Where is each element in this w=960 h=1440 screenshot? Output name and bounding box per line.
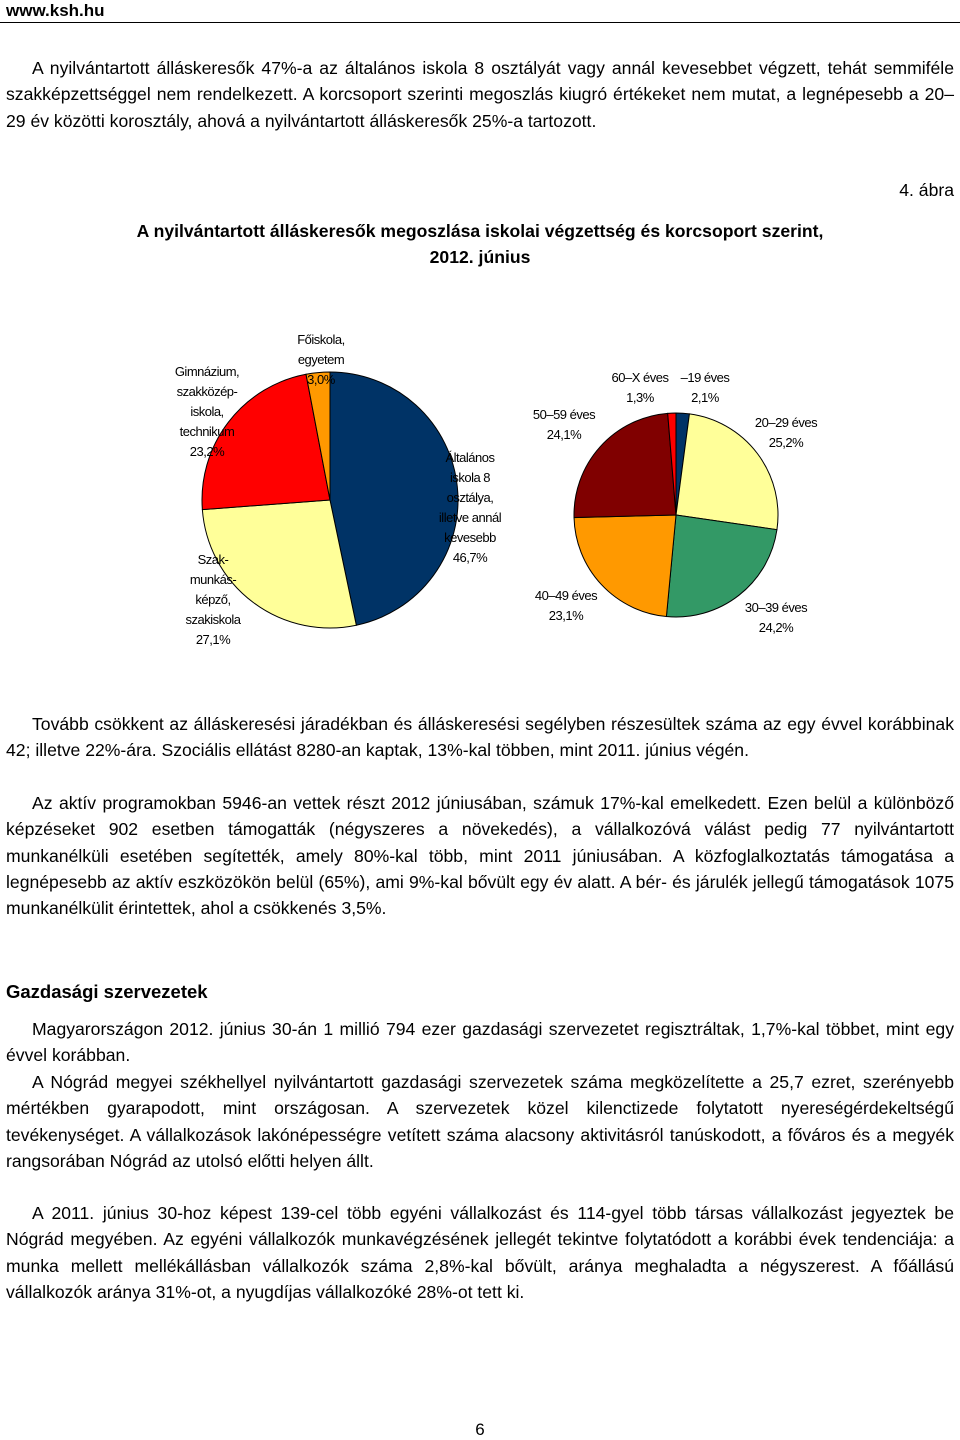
body-paragraph-2: Az aktív programokban 5946-an vettek részt 2012 júniusában, számuk 17%-kal emelkedett. Ezen belül a különböző képzéseket 902 esetben támogatták (négyszeres a növekedés), a vállalkozóvá válást pedig 77 nyilvántartott munkanélküli esetében segítették, amely 80%-kal több, mint 2011 júniusában. A közfoglalkoztatás támogatása a legnépesebb az aktív eszközökön belül (65%), ami 9%-kal bővült egy év alatt. A bér- és járulék jellegű támogatások 1075 munkanélkülit érintettek, ahol a csökkenés 3,5%. — [6, 793, 954, 919]
pie-label-line: Gimnázium, — [174, 364, 240, 379]
pie-label-line: 27,1% — [195, 632, 231, 647]
pie-label-line: szakközép- — [176, 384, 238, 399]
pie-label-line: 3,0% — [307, 372, 335, 387]
body-paragraph-1: Tovább csökkent az álláskeresési járadékban és álláskeresési segélyben részesültek száma az egy évvel korábbinak 42; illetve 22%-ára. Szociális ellátást 8280-an kaptak, 13%-kal többen, mint 2011. június végén. — [6, 714, 954, 761]
pie2-slice-2-label — [755, 413, 817, 453]
pie2-slice-1-label — [681, 368, 730, 408]
section-paragraph-1: Magyarországon 2012. június 30-án 1 millió 794 ezer gazdasági szervezetet regisztráltak, 1,7%-kal többet, mint egy évvel korábban. — [6, 1019, 954, 1066]
pie2-slice-6-label — [612, 368, 669, 408]
pie-label-line: munkás- — [189, 572, 237, 587]
pie1-slice-1-label — [439, 448, 501, 568]
pie-label-line: iskola 8 — [449, 470, 491, 485]
pie-label-line: 24,2% — [758, 620, 794, 635]
pie-label-line: 23,1% — [548, 608, 584, 623]
pie-label-line: 30–39 éves — [744, 600, 808, 615]
page-number: 6 — [475, 1420, 485, 1439]
intro-paragraph: A nyilvántartott álláskeresők 47%-a az általános iskola 8 osztályát vagy annál kevesebbet végzett, tehát semmiféle szakképzettséggel nem rendelkezett. A korcsoport szerinti megoszlás kiugró értékeket nem mutat, a legnépesebb a 20–29 év közötti korosztály, ahová a nyilvántartott álláskeresők 25%-a tartozott. — [6, 58, 954, 131]
pie-label-line: 1,3% — [626, 390, 654, 405]
pie-label-line: egyetem — [297, 352, 345, 367]
pie1-slice-2-label — [186, 550, 241, 650]
pie-label-line: 46,7% — [452, 550, 488, 565]
pie-label-line: Általános — [445, 450, 495, 465]
figure-number: 4. ábra — [899, 180, 954, 200]
pie-label-line: 2,1% — [691, 390, 719, 405]
pie-label-line: 60–X éves — [611, 370, 669, 385]
pie-label-line: Főiskola, — [297, 332, 345, 347]
pie-label-line: –19 éves — [680, 370, 730, 385]
pie-label-line: Szak- — [197, 552, 229, 567]
section-heading: Gazdasági szervezetek — [6, 981, 208, 1002]
pie-label-line: 23,2% — [189, 444, 225, 459]
pie2-slice-4-label — [535, 586, 597, 626]
pie2-slice-3-label — [745, 598, 807, 638]
pie1-slice-4-label — [297, 330, 345, 390]
pie1-slice-3-label — [175, 362, 239, 462]
section-paragraph-3: A 2011. június 30-hoz képest 139-cel több egyéni vállalkozást és 114-gyel több társas vállalkozást jegyeztek be Nógrád megyében. Az egyéni vállalkozók munkavégzésének jellegét tekintve folytatódott a korábbi évek tendenciája: a munka mellett mellékállásban vállalkozók száma 2,8%-kal bővült, aránya meghaladta a négyszerest. A főállású vállalkozók aránya 31%-ot, a nyugdíjas vállalkozóké 28%-ot tett ki. — [6, 1203, 954, 1302]
pie-label-line: 20–29 éves — [754, 415, 818, 430]
pie-label-line: 25,2% — [768, 435, 804, 450]
figure-title — [60, 218, 900, 270]
header-rule — [0, 22, 960, 23]
pie-label-line: illetve annál — [438, 510, 502, 525]
pie-label-line: képző, — [195, 592, 231, 607]
site-url[interactable]: www.ksh.hu — [6, 1, 105, 20]
figure-title-line2: 2012. június — [429, 247, 531, 267]
pie-label-line: 24,1% — [546, 427, 582, 442]
pie-label-line: 50–59 éves — [532, 407, 596, 422]
section-paragraph-2: A Nógrád megyei székhellyel nyilvántartott gazdasági szervezetek száma megközelítette a 25,7 ezret, szerényebb mértékben gyarapodott, mint országosan. A szervezetek közel kilenctizede folytatott nyereségérdekeltségű tevékenységet. A vállalkozások lakónépességre vetített száma alacsony aktivitásról tanúskodott, a főváros és a megyék rangsorában Nógrád az utolsó előtti helyen állt. — [6, 1072, 954, 1171]
pie-label-line: technikum — [179, 424, 235, 439]
pie-label-line: 40–49 éves — [534, 588, 598, 603]
pie-label-line: kevesebb — [444, 530, 496, 545]
pie-label-line: szakiskola — [185, 612, 241, 627]
pie-charts — [0, 300, 960, 660]
pie-label-line: osztálya, — [446, 490, 494, 505]
pie2-slice-5-label — [533, 405, 595, 445]
figure-title-line1: A nyilvántartott álláskeresők megoszlása iskolai végzettség és korcsoport szerint, — [136, 221, 824, 241]
pie-label-line: iskola, — [190, 404, 224, 419]
